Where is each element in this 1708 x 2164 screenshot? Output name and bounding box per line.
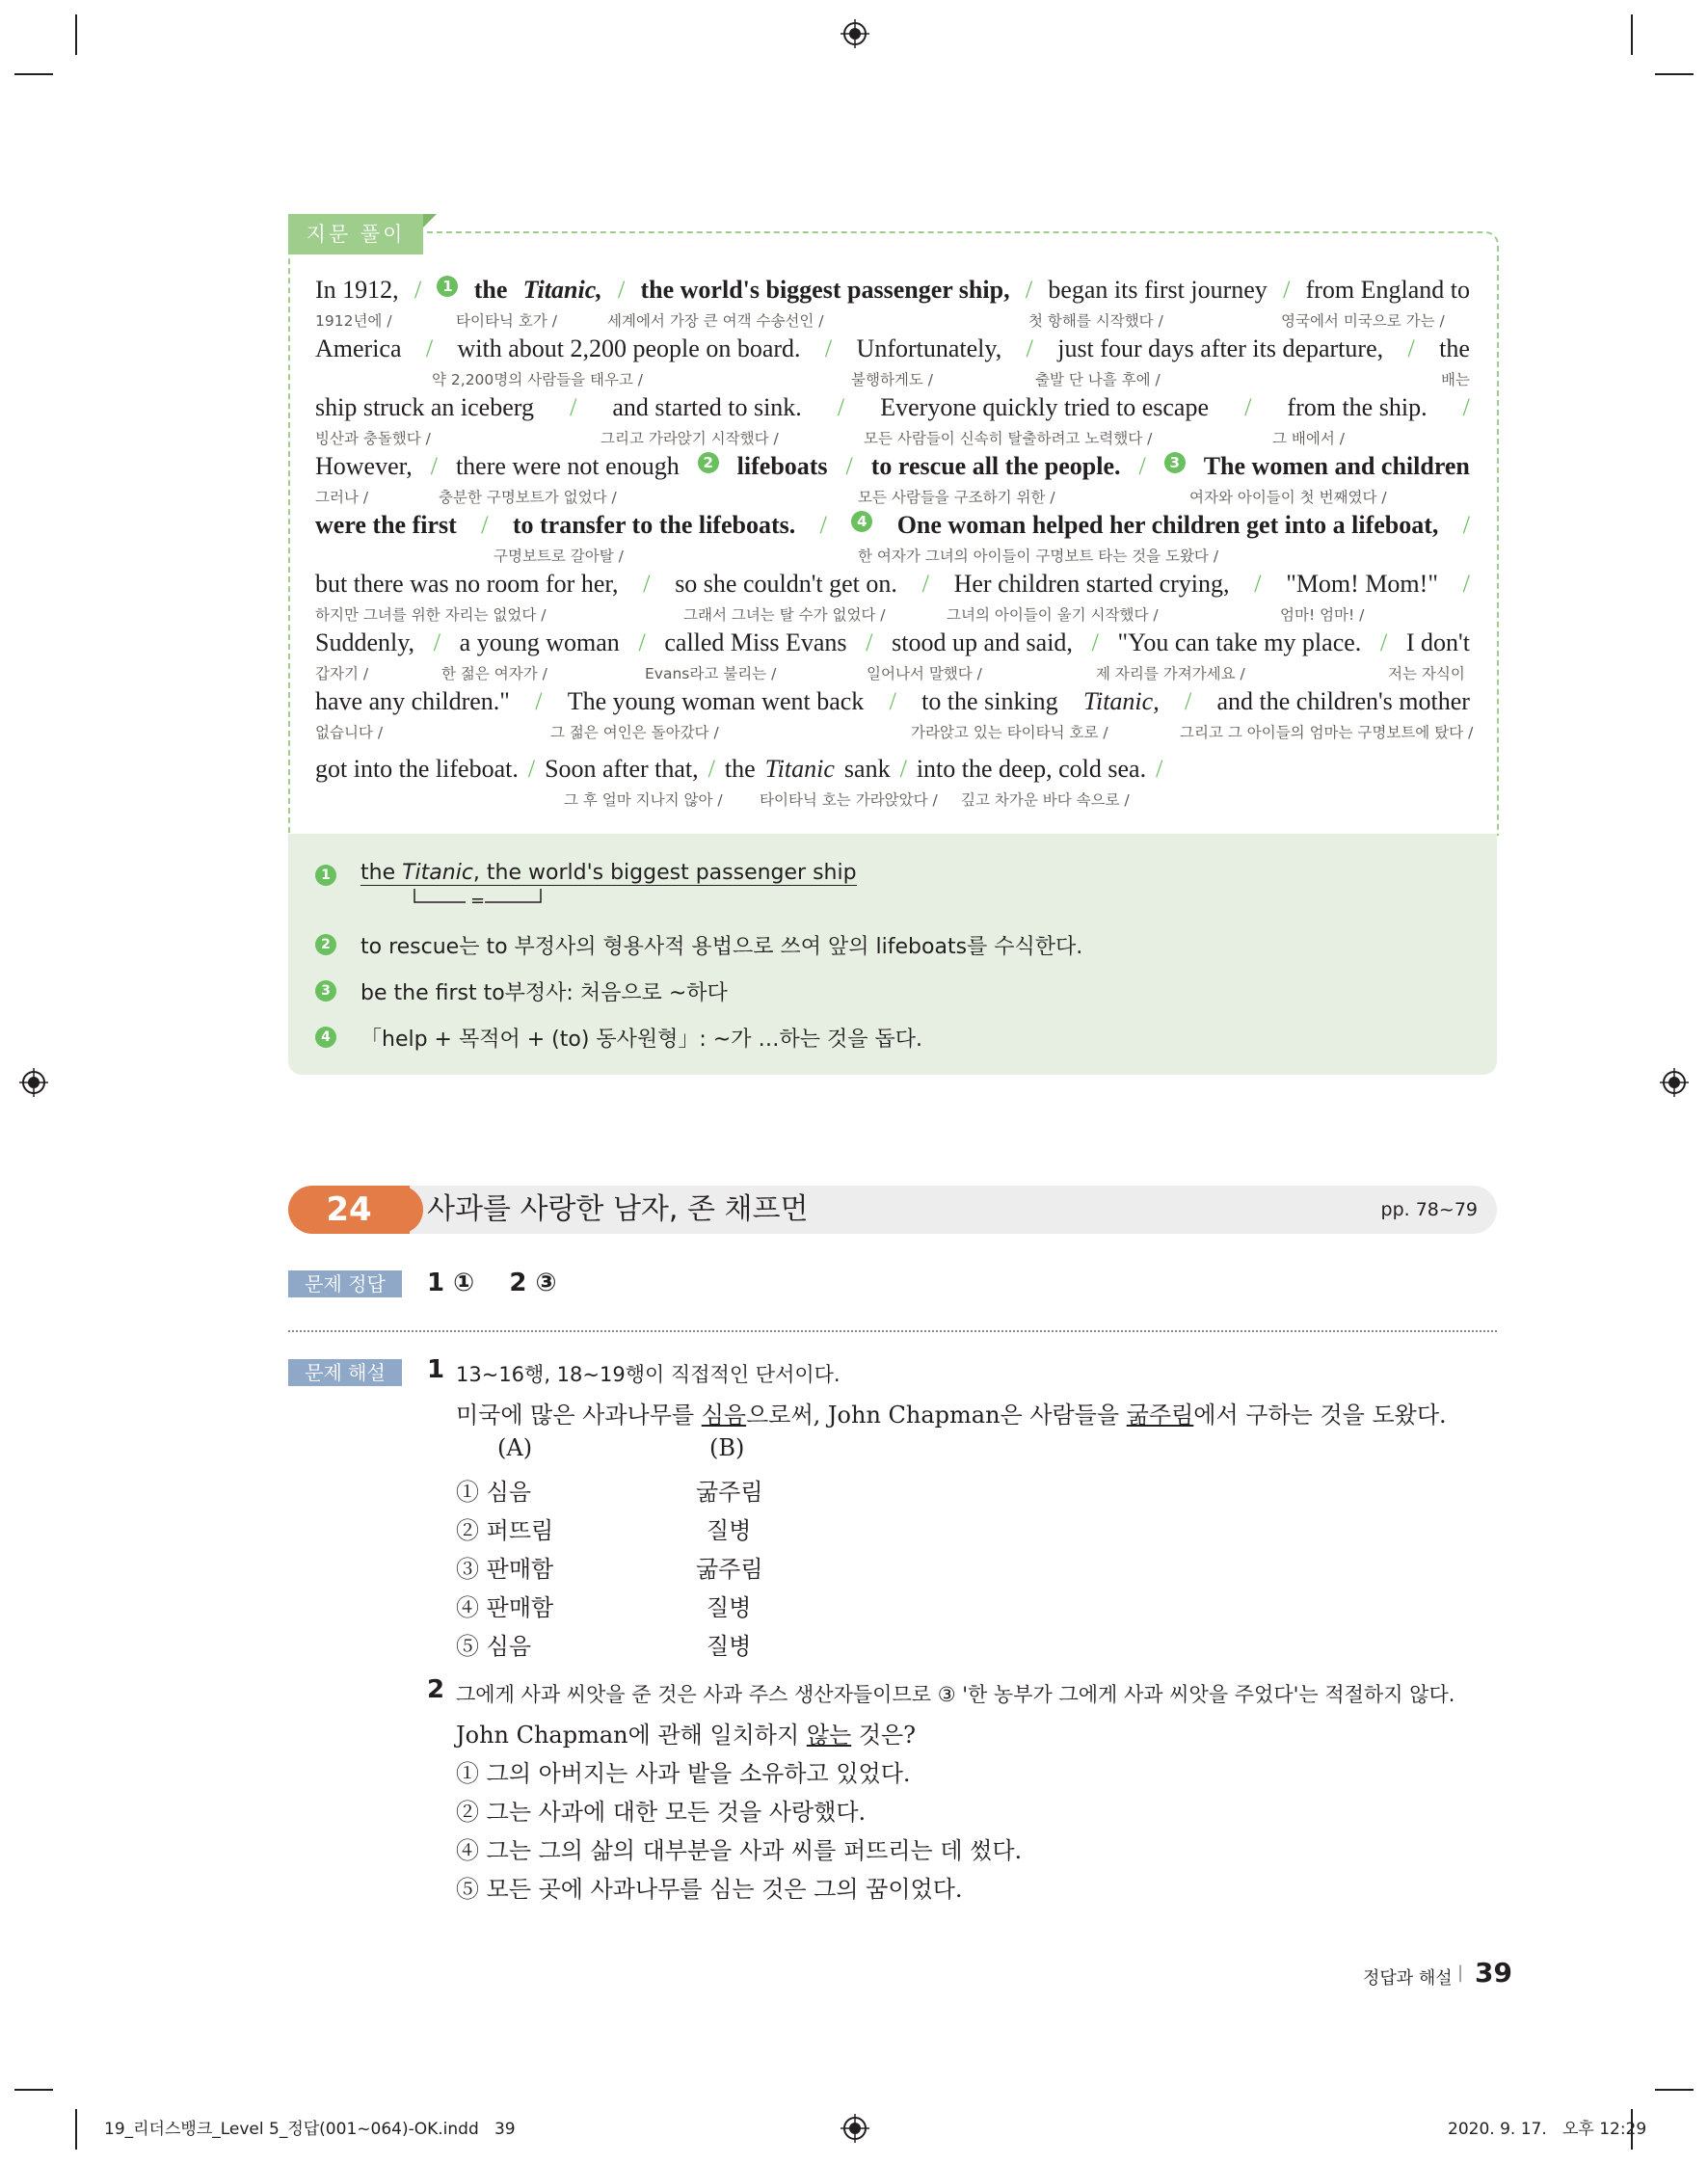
passage-phrase: Soon after that,	[545, 755, 699, 783]
phrase-slash: /	[414, 276, 422, 304]
q1-sentence-part: 에서 구하는 것을 도왔다.	[1193, 1402, 1447, 1429]
phrase-slash: /	[921, 570, 929, 598]
note-number: 1	[315, 865, 336, 886]
passage-translation: 영국에서 미국으로 가는 /	[1281, 312, 1445, 330]
passage-translation: 구명보트로 갈아탈 /	[494, 548, 624, 565]
phrase-slash: /	[1026, 334, 1033, 362]
passage-translation: 충분한 구명보트가 없었다 /	[439, 489, 617, 506]
passage-translation: 타이타닉 호가 /	[456, 312, 557, 330]
passage-translation: 그 젊은 여인은 돌아갔다 /	[550, 724, 719, 741]
q2-question-part: John Chapman에 관해 일치하지	[456, 1722, 807, 1749]
phrase-slash: /	[824, 334, 833, 362]
passage-translation: 1912년에 /	[315, 312, 392, 330]
phrase-slash: /	[899, 755, 907, 783]
answer-label: 문제 정답	[288, 1270, 402, 1297]
passage-translation: 엄마! 엄마! /	[1280, 606, 1365, 624]
passage-line	[315, 511, 1470, 540]
q2-option: ② 그는 사과에 대한 모든 것을 사랑했다.	[456, 1799, 867, 1826]
q1-blank-a: 심음	[701, 1402, 747, 1429]
passage-phrase: Her children started crying,	[953, 570, 1230, 598]
phrase-slash: /	[638, 628, 646, 656]
crop-mark	[14, 2089, 53, 2091]
passage-translation: 그 배에서 /	[1272, 430, 1345, 447]
crop-mark	[1631, 14, 1633, 55]
phrase-slash: /	[1283, 276, 1291, 304]
passage-translation: 약 2,200명의 사람들을 태우고 /	[432, 371, 644, 388]
passage-phrase: just four days after its departure,	[1057, 334, 1384, 362]
passage-translation: 그리고 그 아이들의 엄마는 구명보트에 탔다 /	[1180, 724, 1474, 741]
phrase-slash: /	[707, 755, 715, 783]
passage-phrase: called Miss Evans	[664, 628, 847, 656]
note-marker: 4	[851, 511, 872, 532]
passage-phrase: with about 2,200 people on board.	[457, 334, 801, 362]
phrase-slash: /	[1462, 570, 1470, 598]
page-footer-label: 정답과 해설	[1363, 1968, 1453, 1989]
phrase-slash: /	[1244, 393, 1252, 421]
phrase-slash: /	[425, 334, 434, 362]
note-1	[360, 861, 857, 885]
passage-translation: 깊고 차가운 바다 속으로 /	[961, 791, 1130, 809]
print-file-info: 19_리더스뱅크_Level 5_정답(001~064)-OK.indd 39	[104, 2120, 516, 2139]
passage-phrase: and the children's mother	[1216, 687, 1470, 715]
q1-col-b: (B)	[709, 1434, 745, 1461]
passage-phrase: into the deep, cold sea.	[916, 755, 1147, 783]
passage-tag: 지문 풀이	[288, 214, 423, 254]
crop-mark	[75, 2109, 77, 2150]
phrase-slash: /	[430, 452, 438, 480]
phrase-slash: /	[1156, 755, 1163, 783]
q1-sentence	[456, 1396, 1447, 1429]
passage-line	[315, 755, 1470, 784]
passage-phrase: I don't	[1405, 628, 1470, 656]
passage-translation: 가라앉고 있는 타이타닉 호로 /	[911, 724, 1108, 741]
passage-line	[315, 452, 1470, 481]
phrase-slash: /	[1184, 687, 1192, 715]
passage-line	[315, 570, 1470, 599]
passage-phrase: ship struck an iceberg	[315, 393, 534, 421]
note-marker: 2	[698, 452, 719, 473]
crop-mark	[75, 14, 77, 55]
note-1-text-rest: , the world's biggest passenger ship	[472, 861, 857, 885]
passage-phrase: the world's biggest passenger ship,	[640, 276, 1010, 304]
phrase-slash: /	[1407, 334, 1415, 362]
passage-phrase: "Mom! Mom!"	[1286, 570, 1438, 598]
q2-option: ⑤ 모든 곳에 사과나무를 심는 것은 그의 꿈이었다.	[456, 1876, 963, 1903]
passage-translation: 그녀의 아이들이 울기 시작했다 /	[947, 606, 1159, 624]
registration-mark-icon	[19, 1068, 48, 1097]
phrase-slash: /	[845, 452, 853, 480]
q1-option-b: 질병	[707, 1594, 752, 1621]
passage-phrase: In 1912,	[315, 276, 399, 304]
passage-phrase: from England to	[1305, 276, 1470, 304]
passage-line	[315, 628, 1470, 657]
passage-phrase: were the first	[315, 511, 457, 539]
passage-phrase: from the ship.	[1287, 393, 1428, 421]
q1-option-b: 굶주림	[696, 1556, 763, 1583]
passage-phrase: so she couldn't get on.	[675, 570, 897, 598]
passage-translation: 첫 항해를 시작했다 /	[1028, 312, 1163, 330]
passage-phrase: got into the lifeboat.	[315, 755, 519, 783]
phrase-slash: /	[889, 687, 896, 715]
passage-translation: 그래서 그녀는 탈 수가 없었다 /	[683, 606, 886, 624]
q1-option-a: ③ 판매함	[456, 1556, 554, 1583]
phrase-slash: /	[1138, 452, 1146, 480]
q1-option-a: ② 퍼뜨림	[456, 1517, 554, 1544]
q1-option-b: 질병	[707, 1517, 752, 1544]
section-title: 사과를 사랑한 남자, 존 채프먼	[427, 1192, 809, 1226]
passage-phrase: to rescue all the people.	[870, 452, 1121, 480]
passage-line	[315, 393, 1470, 422]
passage-phrase: Titanic,	[522, 276, 602, 304]
passage-phrase: Unfortunately,	[856, 334, 1002, 362]
passage-translation: 하지만 그녀를 위한 자리는 없었다 /	[315, 606, 547, 624]
passage-translation: 저는 자식이	[1388, 665, 1465, 682]
note-3: be the first to부정사: 처음으로 ~하다	[360, 981, 728, 1005]
q1-option-a: ① 심음	[456, 1479, 531, 1506]
q2-number: 2	[427, 1675, 445, 1704]
phrase-slash: /	[481, 511, 489, 539]
phrase-slash: /	[1091, 628, 1099, 656]
registration-mark-icon	[841, 2114, 869, 2143]
note-number: 4	[315, 1027, 336, 1048]
crop-mark	[14, 73, 53, 75]
passage-translation: 모든 사람들을 구조하기 위한 /	[858, 489, 1055, 506]
q2-option: ① 그의 아버지는 사과 밭을 소유하고 있었다.	[456, 1760, 911, 1787]
passage-translation: 그러나 /	[315, 489, 369, 506]
passage-phrase: began its first journey	[1048, 276, 1268, 304]
passage-phrase: However,	[315, 452, 413, 480]
passage-phrase: America	[315, 334, 402, 362]
phrase-slash: /	[535, 687, 543, 715]
passage-translation: 모든 사람들이 신속히 탈출하려고 노력했다 /	[864, 430, 1153, 447]
passage-phrase: the	[724, 755, 756, 783]
note-marker: 1	[437, 276, 458, 297]
passage-translation: 그 후 얼마 지나지 않아 /	[564, 791, 723, 809]
phrase-slash: /	[1462, 393, 1470, 421]
page-footer-separator: |	[1457, 1963, 1464, 1983]
q1-hint: 13~16행, 18~19행이 직접적인 단서이다.	[456, 1363, 841, 1386]
q1-blank-b: 굶주림	[1126, 1402, 1194, 1429]
passage-phrase: sank	[843, 755, 891, 783]
phrase-slash: /	[433, 628, 440, 656]
note-1-phrase	[360, 861, 857, 886]
page-number: 39	[1475, 1957, 1512, 1989]
q2-hint: 그에게 사과 씨앗을 준 것은 사과 주스 생산자들이므로 ③ '한 농부가 그에게 사과 씨앗을 주었다'는 적절하지 않다.	[456, 1683, 1455, 1706]
q1-option-a: ④ 판매함	[456, 1594, 554, 1621]
q2-question-emph: 않는	[806, 1722, 852, 1749]
q1-number: 1	[427, 1355, 445, 1384]
note-4: 「help + 목적어 + (to) 동사원형」: ~가 …하는 것을 돕다.	[360, 1028, 922, 1052]
passage-phrase: Titanic,	[1082, 687, 1160, 715]
passage-translation: 세계에서 가장 큰 여객 수송선인 /	[607, 312, 824, 330]
section-number: 24	[288, 1186, 410, 1234]
note-2: to rescue는 to 부정사의 형용사적 용법으로 쓰여 앞의 lifeboats를 수식한다.	[360, 935, 1083, 959]
registration-mark-icon	[841, 19, 869, 48]
passage-phrase: to transfer to the lifeboats.	[512, 511, 796, 539]
phrase-slash: /	[1025, 276, 1033, 304]
crop-mark	[1655, 2089, 1694, 2091]
passage-phrase: the	[1439, 334, 1470, 362]
phrase-slash: /	[866, 628, 873, 656]
phrase-slash: /	[837, 393, 845, 421]
q1-sentence-part: 으로써, John Chapman은 사람들을	[746, 1402, 1127, 1429]
passage-translation: 출발 단 나흘 후에 /	[1035, 371, 1161, 388]
note-number: 3	[315, 980, 336, 1002]
passage-translation: Evans라고 불리는 /	[645, 665, 777, 682]
phrase-slash: /	[570, 393, 577, 421]
phrase-slash: /	[618, 276, 626, 304]
divider	[288, 1330, 1497, 1332]
passage-phrase: The women and children	[1203, 452, 1470, 480]
passage-phrase: to the sinking	[921, 687, 1058, 715]
passage-phrase: Suddenly,	[315, 628, 415, 656]
note-marker: 3	[1164, 452, 1186, 473]
passage-translation: 없습니다 /	[315, 724, 384, 741]
passage-phrase: a young woman	[459, 628, 620, 656]
phrase-slash: /	[1254, 570, 1262, 598]
q1-sentence-part: 미국에 많은 사과나무를	[456, 1402, 702, 1429]
passage-translation: 일어나서 말했다 /	[867, 665, 982, 682]
passage-phrase: The young woman went back	[567, 687, 865, 715]
passage-translation: 갑자기 /	[315, 665, 369, 682]
passage-phrase: stood up and said,	[892, 628, 1073, 656]
q1-option-a: ⑤ 심음	[456, 1633, 531, 1660]
note-1-italic: Titanic	[402, 861, 473, 885]
passage-line	[315, 687, 1470, 716]
passage-phrase: "You can take my place.	[1117, 628, 1362, 656]
passage-translation: 배는	[1441, 371, 1470, 388]
section-pages: pp. 78~79	[1380, 1199, 1478, 1220]
passage-phrase: and started to sink.	[612, 393, 802, 421]
passage-translation: 여자와 아이들이 첫 번째였다 /	[1189, 489, 1387, 506]
phrase-slash: /	[643, 570, 651, 598]
answers: 1 ① 2 ③	[427, 1269, 557, 1297]
q1-option-b: 질병	[707, 1633, 752, 1660]
explain-label: 문제 해설	[288, 1359, 402, 1386]
passage-phrase: but there was no room for her,	[315, 570, 619, 598]
passage-translation: 한 여자가 그녀의 아이들이 구명보트 타는 것을 도왔다 /	[858, 548, 1219, 565]
passage-translation: 한 젊은 여자가 /	[441, 665, 547, 682]
passage-phrase: One woman helped her children get into a lifeboat,	[896, 511, 1439, 539]
crop-mark	[1655, 73, 1694, 75]
phrase-slash: /	[819, 511, 827, 539]
passage-phrase: Titanic	[764, 755, 835, 783]
passage-phrase: Everyone quickly tried to escape	[880, 393, 1209, 421]
passage-phrase: there were not enough	[455, 452, 680, 480]
passage-phrase: the	[473, 276, 508, 304]
equal-mark: =	[470, 891, 486, 911]
passage-line	[315, 276, 1470, 305]
q2-question-part: 것은?	[851, 1722, 917, 1749]
print-datetime: 2020. 9. 17. 오후 12:29	[1448, 2120, 1647, 2139]
q2-option: ④ 그는 그의 삶의 대부분을 사과 씨를 퍼뜨리는 데 썼다.	[456, 1837, 1023, 1864]
passage-phrase: lifeboats	[736, 452, 828, 480]
passage-translation: 그리고 가라앉기 시작했다 /	[600, 430, 779, 447]
passage-translation: 불행하게도 /	[851, 371, 934, 388]
passage-translation: 제 자리를 가져가세요 /	[1096, 665, 1245, 682]
q1-option-b: 굶주림	[696, 1479, 763, 1506]
phrase-slash: /	[1379, 628, 1388, 656]
q1-col-a: (A)	[497, 1434, 533, 1461]
passage-translation: 타이타닉 호는 가라앉았다 /	[760, 791, 938, 809]
passage-line	[315, 334, 1470, 363]
passage-phrase: have any children."	[315, 687, 510, 715]
note-number: 2	[315, 934, 336, 955]
note-1-text: the	[360, 861, 403, 885]
phrase-slash: /	[527, 755, 536, 783]
phrase-slash: /	[1462, 511, 1470, 539]
registration-mark-icon	[1660, 1068, 1689, 1097]
q2-question	[456, 1716, 916, 1750]
passage-translation: 빙산과 충돌했다 /	[315, 430, 431, 447]
